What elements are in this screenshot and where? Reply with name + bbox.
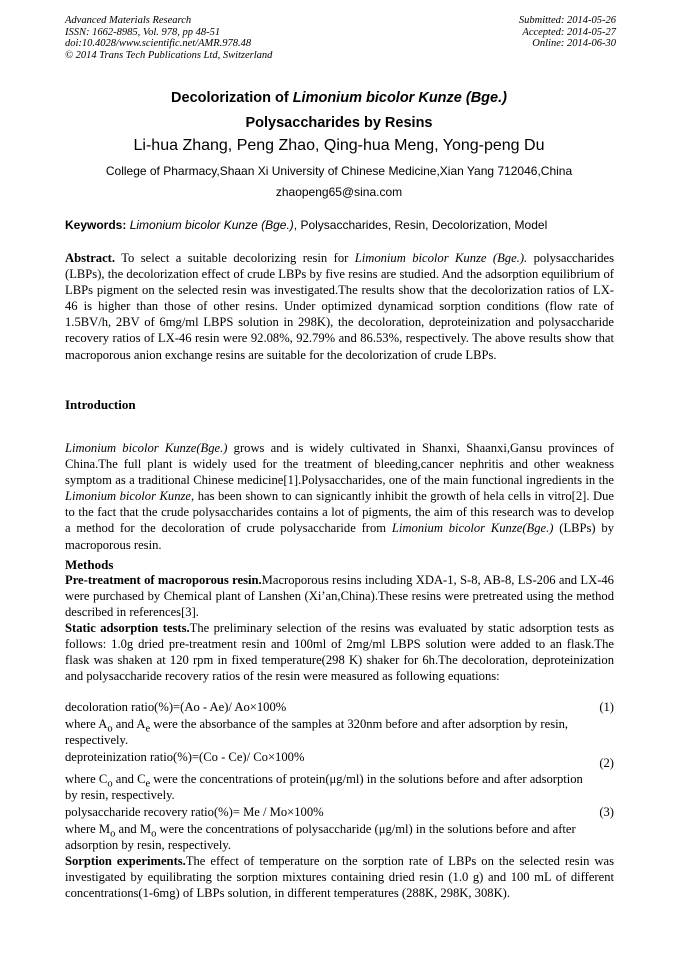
equation-2-where: where $C_o$ and $C_e$ were the concentrations of protein(μg/ml) in the solutions before and after adsorption bbox=[65, 772, 583, 790]
equation-1: decoloration ratio(%)=(Ao - Ae)/ Ao×100% (1) bbox=[65, 700, 614, 714]
journal-issn: ISSN: 1662-8985, Vol. 978, pp 48-51 bbox=[65, 26, 221, 38]
author-email[interactable]: zhaopeng65@sina.com bbox=[275, 185, 403, 199]
dates-header bbox=[519, 15, 616, 50]
equation-2-number: (2) bbox=[599, 756, 614, 770]
equation-3-number: (3) bbox=[599, 805, 614, 819]
equation-2: deproteinization ratio(%)=(Co - Ce)/ Co×100% (2) bbox=[65, 750, 614, 770]
introduction-heading: Introduction bbox=[65, 397, 136, 412]
journal-name: Advanced Materials Research bbox=[65, 15, 192, 26]
sorption-experiments-paragraph: Sorption experiments.The effect of temperature on the sorption rate of LBPs on the selected resin was investigated by equilibrating the sorption mixtures containing dried resin (1.0 g) and 100 mL of different concentrations(1-6mg) of LBPs solution, in different temperatures (288K, 298K, 308K). bbox=[65, 854, 614, 901]
accepted-date: Accepted: 2014-05-27 bbox=[522, 26, 616, 38]
journal-doi: doi:10.4028/www.scientific.net/AMR.978.48 bbox=[65, 38, 252, 49]
abstract-paragraph: Abstract. To select a suitable decolorizing resin for Limonium bicolor Kunze (Bge.). polysaccharides (LBPs), the decolorization effect of crude LBPs by five resins are studied. And the adsorption equilibrium of LBPs pigment on the selected resin was investigated.The results show that the decolorization ratios of LX-46 is higher than those of other resins. Under optimized dynamicad sorption conditions (flow rate of 1.5BV/h, 2BV of 6mg/ml LBPS solution in 298K), the decoloration, deproteinization and polysaccharide recovery ratios of LX-46 resin were 92.08%, 92.79% and 86.53%, respectively. The above results show that macroporous anion exchange resins are suitable for the decolorization of crude LBPs. bbox=[65, 251, 615, 362]
paper-title-line1: Decolorization of Limonium bicolor Kunze (Bge.) bbox=[171, 90, 507, 106]
submitted-date: Submitted: 2014-05-26 bbox=[518, 15, 616, 26]
affiliation: College of Pharmacy,Shaan Xi University of Chinese Medicine,Xian Yang 712046,China bbox=[105, 164, 573, 178]
equation-3-where-cont: adsorption by resin, respectively. bbox=[65, 838, 232, 852]
pretreatment-paragraph: Pre-treatment of macroporous resin.Macroporous resins including XDA-1, S-8, AB-8, LS-206 and LX-46 were purchased by Chemical plant of Lanshen (Xi’an,China).These resins were pretreated using the method described in references[3]. bbox=[65, 573, 614, 620]
keywords: Keywords: Limonium bicolor Kunze (Bge.), Polysaccharides, Resin, Decolorization, Model bbox=[65, 218, 548, 232]
equation-2-where-cont: by resin, respectively. bbox=[65, 788, 175, 802]
equation-3: polysaccharide recovery ratio(%)= Me / Mo×100% (3) bbox=[65, 805, 614, 819]
author-list: Li-hua Zhang, Peng Zhao, Qing-hua Meng, Yong-peng Du bbox=[133, 137, 545, 154]
journal-copyright: © 2014 Trans Tech Publications Ltd, Switzerland bbox=[65, 49, 273, 61]
paper-title-line2: Polysaccharides by Resins bbox=[245, 115, 433, 131]
online-date: Online: 2014-06-30 bbox=[532, 38, 616, 49]
equation-3-where: where $M_o$ and $M_o$ were the concentrations of polysaccharide (μg/ml) in the solutions before and after bbox=[65, 822, 576, 840]
journal-header bbox=[65, 15, 272, 61]
equation-1-where-cont: respectively. bbox=[65, 733, 129, 747]
introduction-paragraph: Limonium bicolor Kunze(Bge.) grows and is widely cultivated in Shanxi, Shaanxi,Gansu provinces of China.The full plant is widely used for the treatment of bleeding,cancer nephritis and other weakness symptom as a traditional Chinese medicine[1].Polysaccharides, one of the main functional ingredients in the Limonium bicolor Kunze, has been shown to can signicantly inhibit the growth of hela cells in vitro[2]. Due to the fact that the crude polysaccharides contains a lot of pigments, the aim of this research was to develop a method for the decoloration of crude polysaccharide from Limonium bicolor Kunze(Bge.) (LBPs) by macroporous resin. bbox=[65, 441, 615, 552]
static-adsorption-paragraph: Static adsorption tests.The preliminary selection of the resins was evaluated by static adsorption tests as follows: 1.0g dried pre-treatment resin and 100ml of 2mg/ml LBPS solution were added to an flask.The flask was shaken at 120 rpm in fixed temperature(298 K) shaker for 6h.The decoloration, deproteinization and polysaccharide recovery ratios of the resin were measured as following equations: bbox=[65, 621, 614, 684]
equation-1-where: where $A_o$ and $A_e$ were the absorbance of the samples at 320nm before and after adsorption by resin, bbox=[65, 717, 569, 735]
equation-1-number: (1) bbox=[599, 700, 614, 714]
methods-heading: Methods bbox=[65, 557, 114, 572]
